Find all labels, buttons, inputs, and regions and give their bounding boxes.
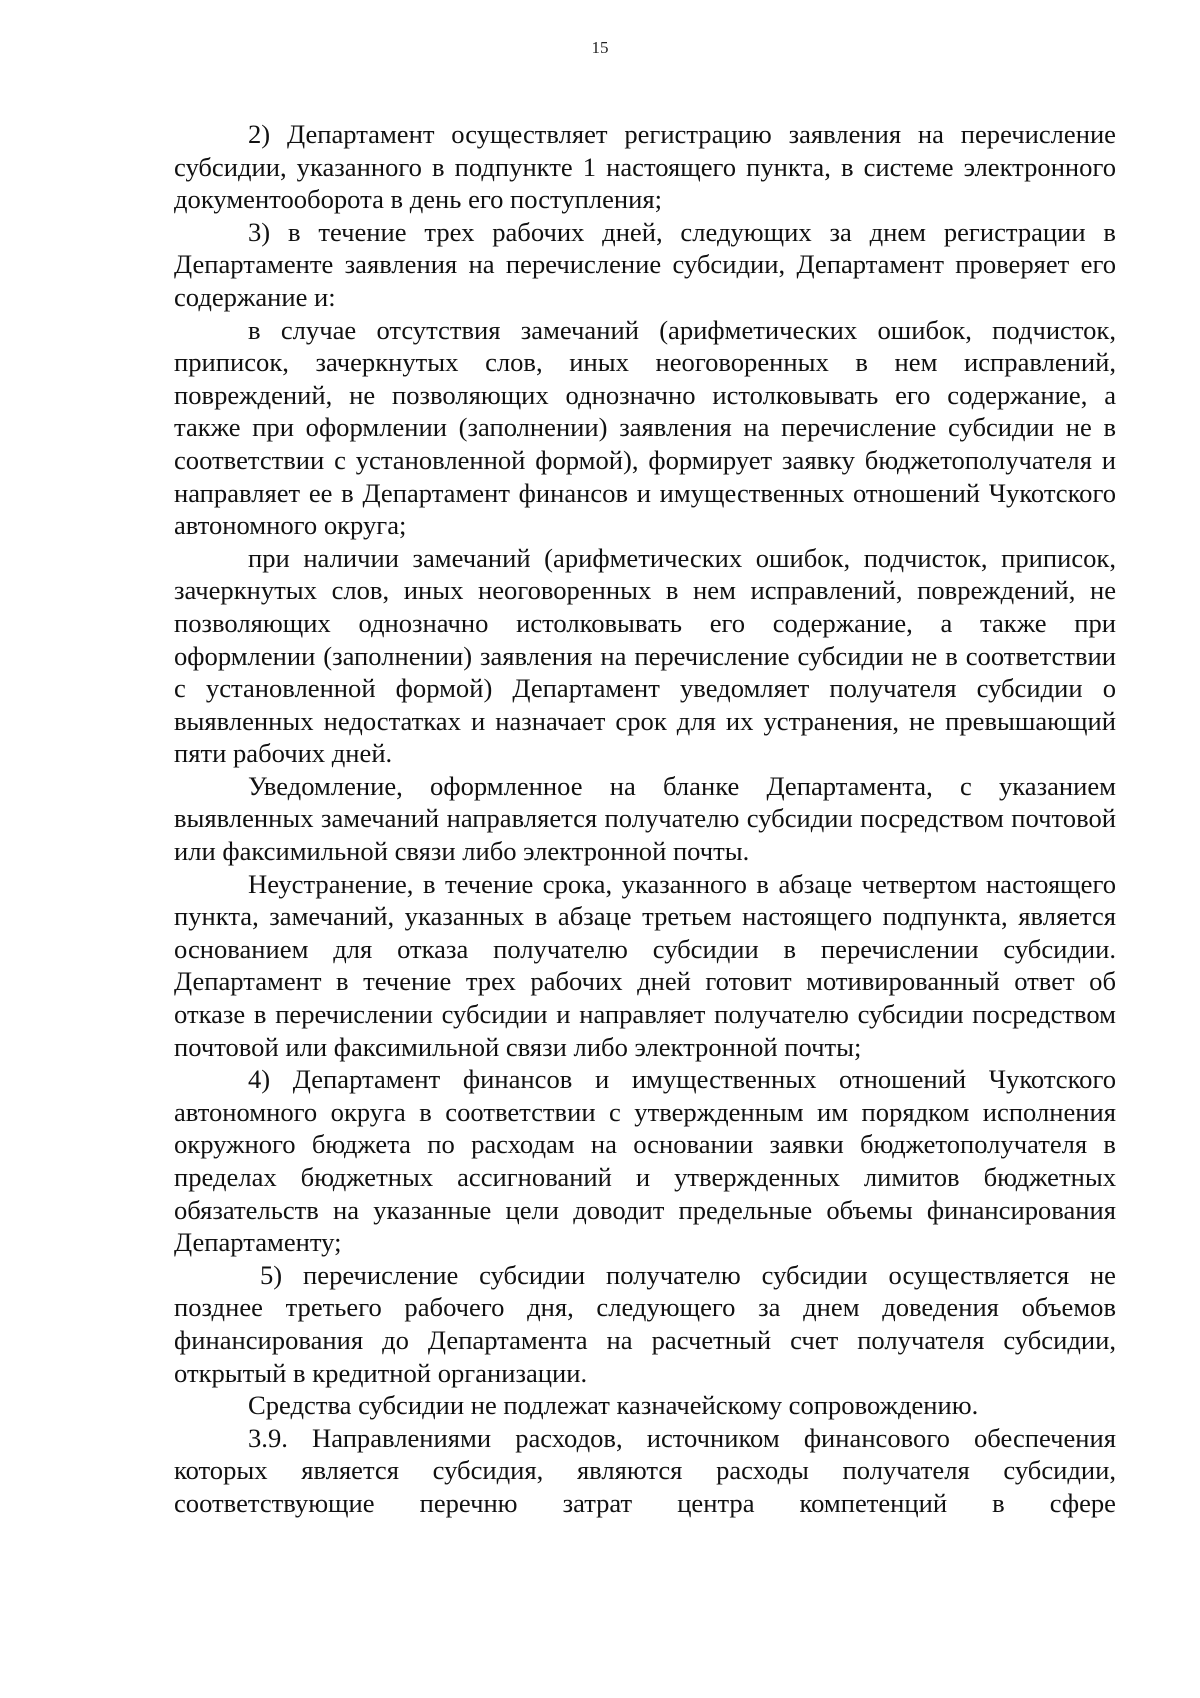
paragraph-item-4: 4) Департамент финансов и имущественных отношений Чукотского автономного округа в соответствии с утвержденным им порядком исполнения окружного бюджета по расходам на основании заявки бюджетополучателя в пределах бюджетных ассигнований и утвержденных лимитов бюджетных обязательств на указанные цели доводит предельные объемы финансирования Департаменту; xyxy=(174,1064,1116,1258)
paragraph-non-elimination: Неустранение, в течение срока, указанного в абзаце четвертом настоящего пункта, замечаний, указанных в абзаце третьем настоящего подпункта, является основанием для отказа получателю субсидии в перечислении субсидии. Департамент в течение трех рабочих дней готовит мотивированный ответ об отказе в перечислении субсидии и направляет получателю субсидии посредством почтовой или факсимильной связи либо электронной почты; xyxy=(174,868,1116,1062)
paragraph-section-3-9: 3.9. Направлениями расходов, источником финансового обеспечения которых является субсидия, являются расходы получателя субсидии, соответствующие перечню затрат центра компетенций в сфере xyxy=(174,1422,1116,1518)
paragraph-notification: Уведомление, оформленное на бланке Департамента, с указанием выявленных замечаний направляется получателю субсидии посредством почтовой или факсимильной связи либо электронной почты. xyxy=(174,770,1116,867)
paragraph-no-remarks: в случае отсутствия замечаний (арифметических ошибок, подчисток, приписок, зачеркнутых слов, иных неоговоренных в нем исправлений, повреждений, не позволяющих однозначно истолковывать его содержание, а также при оформлении (заполнении) заявления на перечисление субсидии не в соответствии с установленной формой), формирует заявку бюджетополучателя и направляет ее в Департамент финансов и имущественных отношений Чукотского автономного округа; xyxy=(174,314,1116,541)
paragraph-with-remarks: при наличии замечаний (арифметических ошибок, подчисток, приписок, зачеркнутых слов, иных неоговоренных в нем исправлений, повреждений, не позволяющих однозначно истолковывать его содержание, а также при оформлении (заполнении) заявления на перечисление субсидии не в соответствии с установленной формой) Департамент уведомляет получателя субсидии о выявленных недостатках и назначает срок для их устранения, не превышающий пяти рабочих дней. xyxy=(174,542,1116,769)
document-body xyxy=(174,118,1116,1520)
paragraph-item-5: 5) перечисление субсидии получателю субсидии осуществляется не позднее третьего рабочего дня, следующего за днем доведения объемов финансирования до Департамента на расчетный счет получателя субсидии, открытый в кредитной организации. xyxy=(174,1259,1116,1388)
page-number: 15 xyxy=(591,38,609,57)
paragraph-item-3: 3) в течение трех рабочих дней, следующих за днем регистрации в Департаменте заявления на перечисление субсидии, Департамент проверяет его содержание и: xyxy=(174,216,1116,312)
paragraph-treasury-support: Средства субсидии не подлежат казначейскому сопровождению. xyxy=(248,1390,979,1421)
paragraph-item-2: 2) Департамент осуществляет регистрацию заявления на перечисление субсидии, указанного в подпункте 1 настоящего пункта, в системе электронного документооборота в день его поступления; xyxy=(174,119,1116,215)
